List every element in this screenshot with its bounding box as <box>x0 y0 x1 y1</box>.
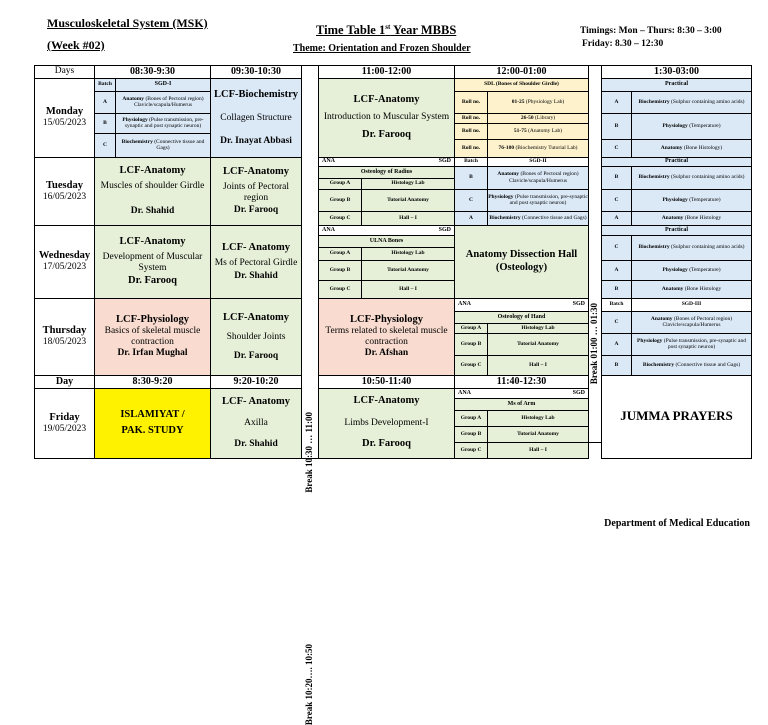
sgd1-row-a: Anatomy (Bones of Pectoral region) Clavicle/scapula/Humerus <box>116 91 211 113</box>
break-1-cell <box>302 66 319 725</box>
sgd3-batch: B <box>602 355 632 375</box>
group-label: Group A <box>319 247 362 260</box>
sdl-roll-label: Roll no. <box>455 123 488 139</box>
thu-lcf-physiology-1: LCF-Physiology Basics of skeletal muscle contraction Dr. Irfan Mughal <box>95 298 211 375</box>
osteology-label: ULNA Bones <box>319 235 455 247</box>
practical-row: Physiology (Temperature) <box>632 113 752 139</box>
sgd3-row: Biochemistry (Connective tissue and Gags) <box>632 355 752 375</box>
sgd2-batch: B <box>455 166 488 189</box>
sdl-roll-label: Roll no. <box>455 113 488 123</box>
sdl-roll-label: Roll no. <box>455 139 488 157</box>
group-venue: Hall – I <box>488 355 589 375</box>
timetable-title: Time Table 1st Year MBBS <box>316 23 457 38</box>
header-row <box>35 66 752 79</box>
practical-row: Anatomy (Bone Histology <box>632 211 752 225</box>
break-1030-label: Break 10:30 … 11:00 <box>304 411 314 493</box>
timings-friday: Friday: 8.30 – 12:30 <box>582 39 664 49</box>
group-label: Group C <box>455 442 488 458</box>
sgd3-header: SGD-III <box>632 298 752 311</box>
group-venue: Hall – I <box>488 442 589 458</box>
group-venue: Hall – I <box>362 211 455 225</box>
group-label: Group B <box>455 333 488 355</box>
group-venue: Histology Lab <box>488 410 589 426</box>
practical-batch: A <box>602 260 632 280</box>
wed-lcf-anatomy-1: LCF-Anatomy Development of Muscular System Dr. Farooq <box>95 225 211 298</box>
group-label: Group B <box>319 189 362 211</box>
fri-lcf-anatomy-2: LCF-Anatomy Limbs Development-I Dr. Farooq <box>319 388 455 458</box>
col-day: Day <box>35 375 95 388</box>
practical-batch: C <box>602 189 632 211</box>
sgd3-batch: A <box>602 333 632 355</box>
break-1020-label: Break 10:20…. 10:50 <box>304 643 314 725</box>
sdl-roll-row: 01-25 (Physiology Lab) <box>488 91 589 113</box>
sgd1-header: SGD-I <box>116 78 211 91</box>
group-venue: Tutorial Anatomy <box>362 260 455 280</box>
break-0100-label: Break 01:00 … 01:30 <box>589 303 599 385</box>
col-days: Days <box>35 66 95 79</box>
department-footer: Department of Medical Education <box>604 518 750 529</box>
col-0830: 08:30-9:30 <box>95 66 211 79</box>
system-title: Musculoskeletal System (MSK) <box>47 16 208 30</box>
sgd1-row-b: Physiology (Pulse transmission, pre-synaptic and post synaptic neuron) <box>116 113 211 133</box>
col-1140: 11:40-12:30 <box>455 375 589 388</box>
col-1200: 12:00-01:00 <box>455 66 589 79</box>
sdl-roll-row: 76-100 (Biochemistry Tutorial Lab) <box>488 139 589 157</box>
group-venue: Histology Lab <box>362 247 455 260</box>
group-venue: Histology Lab <box>362 178 455 189</box>
group-label: Group C <box>319 211 362 225</box>
sdl-roll-row: 51-75 (Anatomy Lab) <box>488 123 589 139</box>
batch-b: B <box>95 113 116 133</box>
group-venue: Hall – I <box>362 280 455 298</box>
group-label: Group B <box>319 260 362 280</box>
practical-batch: C <box>602 139 632 157</box>
day-thursday: Thursday 18/05/2023 <box>35 298 95 375</box>
col-0130: 1:30-03:00 <box>602 66 752 79</box>
sgd2-batch: A <box>455 211 488 225</box>
practical-batch: A <box>602 211 632 225</box>
mon-lcf-anatomy: LCF-Anatomy Introduction to Muscular System Dr. Farooq <box>319 78 455 157</box>
group-label: Group B <box>455 426 488 442</box>
practical-row: Biochemistry (Sulphur containing amino acids) <box>632 91 752 113</box>
group-venue: Tutorial Anatomy <box>488 333 589 355</box>
sgd1-row-c: Biochemistry (Connective tissue and Gags) <box>116 133 211 157</box>
batch-a: A <box>95 91 116 113</box>
fri-lcf-anatomy-1: LCF- Anatomy Axilla Dr. Shahid <box>211 388 302 458</box>
tue-lcf-anatomy-2: LCF-Anatomy Joints of Pectoral region Dr. Farooq <box>211 157 302 225</box>
tue-practical-header: Practical <box>602 157 752 166</box>
wed-lcf-anatomy-2: LCF- Anatomy Ms of Pectoral Girdle Dr. Shahid <box>211 225 302 298</box>
day-friday: Friday 19/05/2023 <box>35 388 95 458</box>
col-1050: 10:50-11:40 <box>319 375 455 388</box>
ana-sgd-header: ANA SGD <box>319 225 455 235</box>
week-label: (Week #02) <box>47 38 105 52</box>
wed-dissection-hall: Anatomy Dissection Hall (Osteology) <box>455 225 589 298</box>
sgd2-row: Biochemistry (Connective tissue and Gags) <box>488 211 589 225</box>
group-label: Group C <box>319 280 362 298</box>
col-0920: 9:20-10:20 <box>211 375 302 388</box>
sdl-roll-row: 26-50 (Library) <box>488 113 589 123</box>
mon-lcf-biochem: LCF-Biochemistry Collagen Structure Dr. Inayat Abbasi <box>211 78 302 157</box>
practical-batch: B <box>602 166 632 189</box>
mon-practical-header: Practical <box>602 78 752 91</box>
practical-batch: C <box>602 235 632 260</box>
osteology-label: Osteology of Radius <box>319 166 455 178</box>
group-venue: Histology Lab <box>488 323 589 333</box>
practical-row: Anatomy (Bone Histology <box>632 280 752 298</box>
theme-label: Theme: Orientation and Frozen Shoulder <box>293 43 471 54</box>
friday-header-row <box>35 375 752 388</box>
day-tuesday: Tuesday 16/05/2023 <box>35 157 95 225</box>
timings-weekdays: Timings: Mon – Thurs: 8:30 – 3:00 <box>580 26 722 36</box>
batch-c: C <box>95 133 116 157</box>
ana-sgd-header: ANA SGD <box>455 388 589 398</box>
osteology-label: Osteology of Hand <box>455 311 589 323</box>
practical-row: Physiology (Temperature) <box>632 260 752 280</box>
sgd2-row: Physiology (Pulse transmission, pre-synaptic and post synaptic neuron) <box>488 189 589 211</box>
break-2-cell <box>589 66 602 443</box>
sdl-header: SDL (Bones of Shoulder Girdle) <box>455 78 589 91</box>
sdl-roll-label: Roll no. <box>455 91 488 113</box>
practical-row: Biochemistry (Sulphur containing amino acids) <box>632 235 752 260</box>
batch-header: Batch <box>602 298 632 311</box>
fri-islamiyat: ISLAMIYAT / PAK. STUDY <box>95 388 211 458</box>
col-0930: 09:30-10:30 <box>211 66 302 79</box>
sgd3-row: Anatomy (Bones of Pectoral region) Clavicle/scapula/Humerus <box>632 311 752 333</box>
group-venue: Tutorial Anatomy <box>488 426 589 442</box>
practical-batch: B <box>602 280 632 298</box>
col-1100: 11:00-12:00 <box>319 66 455 79</box>
osteology-label: Ms of Arm <box>455 398 589 410</box>
batch-header: Batch <box>95 78 116 91</box>
practical-row: Physiology (Temperature) <box>632 189 752 211</box>
tue-lcf-anatomy-1: LCF-Anatomy Muscles of shoulder Girdle Dr. Shahid <box>95 157 211 225</box>
group-label: Group C <box>455 355 488 375</box>
group-label: Group A <box>319 178 362 189</box>
group-label: Group A <box>455 410 488 426</box>
practical-row: Biochemistry (Sulphur containing amino acids) <box>632 166 752 189</box>
day-wednesday: Wednesday 17/05/2023 <box>35 225 95 298</box>
ana-sgd-header: ANA SGD <box>319 157 455 166</box>
wed-practical-header: Practical <box>602 225 752 235</box>
sgd3-batch: C <box>602 311 632 333</box>
sgd2-row: Anatomy (Bones of Pectoral region) Clavicle/scapula/Humerus <box>488 166 589 189</box>
col-0830-fri: 8:30-9:20 <box>95 375 211 388</box>
ana-sgd-header: ANA SGD <box>455 298 589 311</box>
group-label: Group A <box>455 323 488 333</box>
sgd2-header: SGD-II <box>488 157 589 166</box>
day-monday: Monday 15/05/2023 <box>35 78 95 157</box>
sgd3-row: Physiology (Pulse transmission, pre-synaptic and post synaptic neuron) <box>632 333 752 355</box>
batch-header: Batch <box>455 157 488 166</box>
practical-batch: A <box>602 91 632 113</box>
group-venue: Tutorial Anatomy <box>362 189 455 211</box>
jumma-prayers: JUMMA PRAYERS <box>602 375 752 458</box>
thu-lcf-anatomy: LCF-Anatomy Shoulder Joints Dr. Farooq <box>211 298 302 375</box>
thu-lcf-physiology-2: LCF-Physiology Terms related to skeletal muscle contraction Dr. Afshan <box>319 298 455 375</box>
practical-row: Anatomy (Bone Histology) <box>632 139 752 157</box>
sgd2-batch: C <box>455 189 488 211</box>
practical-batch: B <box>602 113 632 139</box>
